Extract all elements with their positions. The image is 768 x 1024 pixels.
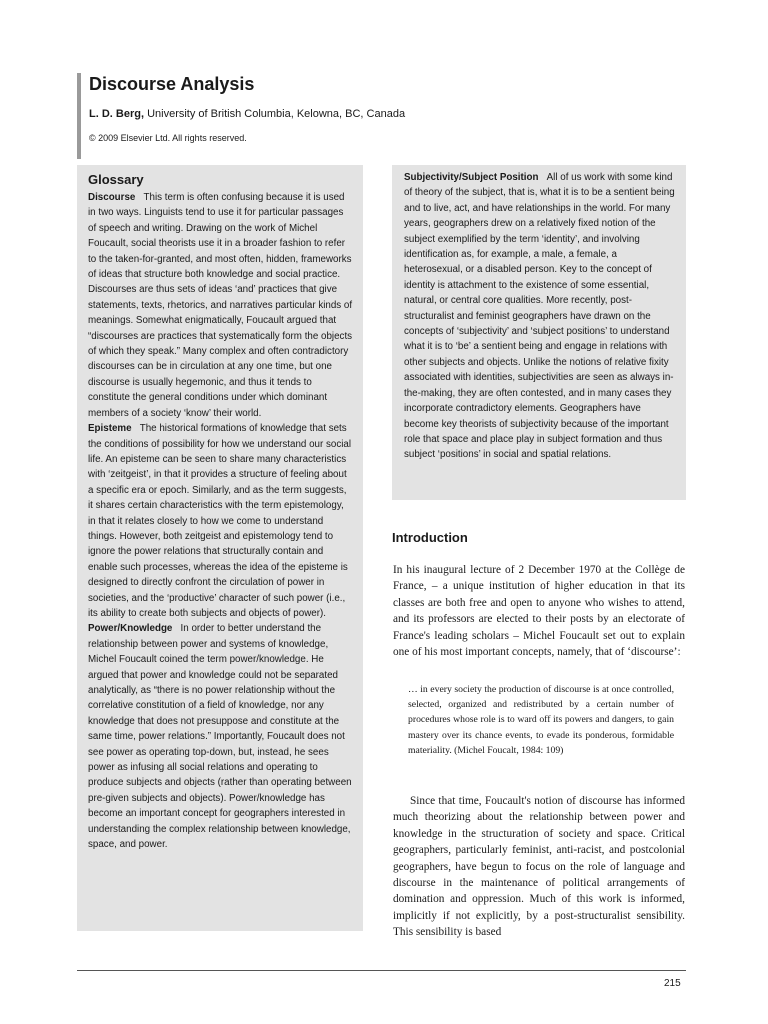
header-accent-bar [77,73,81,159]
glossary-definition: All of us work with some kind of theory of the subject, that is, what it is to be a sentient being and to live, act, and have relationships in the world. For many years, geographers drew on a relatively fixed notion of the subject exemplified by the term ‘identity’, and involving identification as, for example, a male, a female, a heterosexual, or a disabled person. Key to the concept of identity is attachment to the existence of some essential, natural, or central core qualities. More recently, post-structuralist and feminist geographers have drawn on the concepts of ‘subjectivity’ and ‘subject positions’ to understand what it is to ‘be’ a sentient being and engage in relations with other subjects and objects. Unlike the notions of relative fixity associated with identities, subjectivities are seen as always in-the-making, they are often contested, and in many cases they incorporate contradictory elements. Geographers have become key theorists of subjectivity because of the important role that space and place play in subject formation and thus subject ‘positions’ in social and spatial relations. [404,172,675,461]
author-line [89,108,405,120]
glossary-entry-discourse [88,190,353,421]
glossary-definition: This term is often confusing because it is used in two ways. Linguists tend to use it for particular passages of speech and writing. Drawing on the work of Michel Foucault, social theorists use it in a broader fashion to refer to the taken-for-granted, and most often, hidden, frameworks of ideas that structure both knowledge and social practice. Discourses are thus sets of ideas ‘and’ practices that give statements, texts, rhetorics, and narratives particular kinds of meanings. Somewhat enigmatically, Foucault argued that “discourses are practices that systematically form the objects of which they speak.” Many complex and often contradictory discourses can be in circulation at any one time, but one discourse is usually hegemonic, and thus it tends to constitute the general conditions under which dominant members of a society ‘know’ their world. [88,192,353,419]
author-affiliation: University of British Columbia, Kelowna, BC, Canada [144,108,406,120]
glossary-box-continued [392,165,686,500]
block-quote: … in every society the production of discourse is at once controlled, selected, organized and redistributed by a certain number of procedures whose role is to ward off its powers and dangers, to gain mastery over its chance events, to evade its ponderous, formidable materiality. (Michel Foucalt, 1984: 109) [408,684,674,756]
glossary-term: Subjectivity/Subject Position [404,172,539,183]
glossary-heading: Glossary [88,172,144,187]
glossary-definition: The historical formations of knowledge that sets the conditions of possibility for how we understand our social life. An episteme can be seen to share many characteristics with ‘zeitgeist’, in that it provides a structure of feeling about a specific era or epoch. Similarly, and as the term suggests, it shares certain characteristics with the term epistemology, in that it relates closely to how we come to understand things. However, both zeitgeist and epistemology tend to ignore the power relations that structurally contain and enable such processes, whereas the idea of the episteme is designed to directly confront the circulation of power in societies, and the ‘productive’ character of such power (i.e., its ability to create both subjects and objects of power). [88,423,352,619]
glossary-entry-subjectivity [404,170,678,463]
glossary-box [77,165,363,931]
glossary-definition: In order to better understand the relationship between power and systems of knowledge, Michel Foucault coined the term power/knowledge. He argued that power and knowledge could not be separated analytically, as “there is no power relationship without the correlative constitution of a field of knowledge, nor any knowledge that does not presuppose and constitute at the same time, power relations.” Importantly, Foucault does not see power as operating top-down, but, instead, he sees power as infusing all social relations and operating to produce subjects and objects (rather than operating between pre-given subjects and objects). Power/knowledge has become an important concept for geographers interested in understanding the complex relationship between knowledge, space, and power. [88,623,352,851]
introduction-heading: Introduction [392,530,468,545]
glossary-term: Power/Knowledge [88,623,173,635]
glossary-entry-episteme [88,421,353,621]
page-number: 215 [664,978,681,989]
article-title: Discourse Analysis [89,74,255,94]
introduction-paragraph-2: Since that time, Foucault's notion of discourse has informed much theorizing about the relationship between power and knowledge in the structuration of society and space. Critical geographers, particularly feminist, anti-racist, and postcolonial geographers, have begun to focus on the role of language and discourse in the maintenance of political arrangements of domination and oppression. Much of this work is informed, implicitly if not explicitly, by a post-structuralist sensibility. This sensibility is based [393,795,685,939]
glossary-term: Episteme [88,423,132,435]
footer-rule [77,970,686,971]
glossary-entry-power-knowledge [88,621,353,852]
author-name: L. D. Berg, [89,108,145,120]
copyright-notice: © 2009 Elsevier Ltd. All rights reserved. [89,133,247,143]
introduction-paragraph-1: In his inaugural lecture of 2 December 1970 at the Collège de France, – a unique institution of higher education in that its classes are both free and open to anyone who wishes to attend, and its professors are elected to their posts by an electorate of France's leading scholars – Michel Foucault set out to explain one of his most important concepts, namely, that of ‘discourse’: [393,564,685,659]
glossary-term: Discourse [88,192,136,203]
